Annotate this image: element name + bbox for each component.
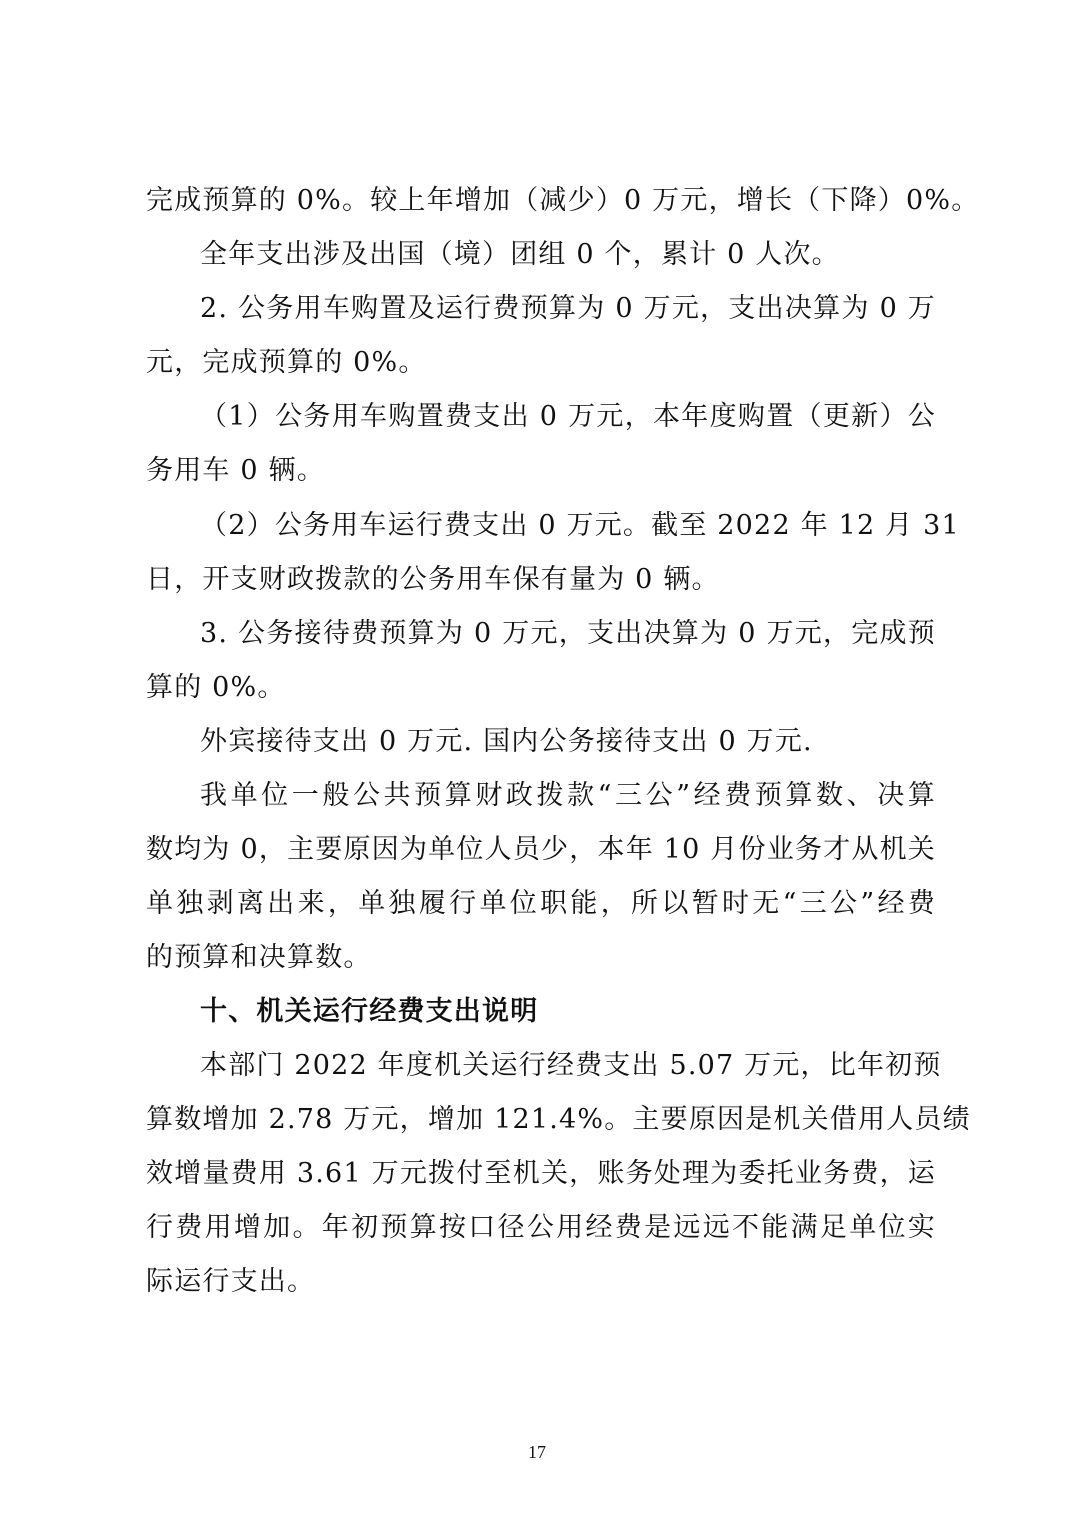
text-line: 元，完成预算的 0%。 [146,347,427,378]
text-line: 单独剥离出来，单独履行单位职能，所以暂时无“三公”经费 [146,888,936,919]
text-line: 日，开支财政拨款的公务用车保有量为 0 辆。 [146,564,720,595]
text-line: 的预算和决算数。 [146,942,372,973]
section-heading: 十、机关运行经费支出说明 [200,996,539,1027]
text-line: 数均为 0，主要原因为单位人员少，本年 10 月份业务才从机关 [146,834,936,865]
text-line: 算的 0%。 [146,672,286,703]
text-line: 完成预算的 0%。较上年增加（减少）0 万元，增长（下降）0%。 [146,185,980,216]
page-number: 17 [528,1442,546,1462]
text-line: 3. 公务接待费预算为 0 万元，支出决算为 0 万元，完成预 [200,618,936,649]
text-line: 际运行支出。 [146,1266,316,1297]
text-line: 务用车 0 辆。 [146,455,325,486]
text-line: 算数增加 2.78 万元，增加 121.4%。主要原因是机关借用人员绩 [146,1104,971,1135]
text-line: （1）公务用车购置费支出 0 万元，本年度购置（更新）公 [200,401,936,432]
text-line: （2）公务用车运行费支出 0 万元。截至 2022 年 12 月 31 [200,510,960,541]
text-line: 我单位一般公共预算财政拨款“三公”经费预算数、决算 [200,780,936,811]
text-line: 行费用增加。年初预算按口径公用经费是远远不能满足单位实 [146,1212,936,1243]
text-line: 本部门 2022 年度机关运行经费支出 5.07 万元，比年初预 [200,1050,942,1081]
text-line: 效增量费用 3.61 万元拨付至机关，账务处理为委托业务费，运 [146,1158,936,1189]
text-line: 2. 公务用车购置及运行费预算为 0 万元，支出决算为 0 万 [200,293,936,324]
text-line: 外宾接待支出 0 万元. 国内公务接待支出 0 万元. [200,726,813,757]
text-line: 全年支出涉及出国（境）团组 0 个，累计 0 人次。 [200,239,840,270]
